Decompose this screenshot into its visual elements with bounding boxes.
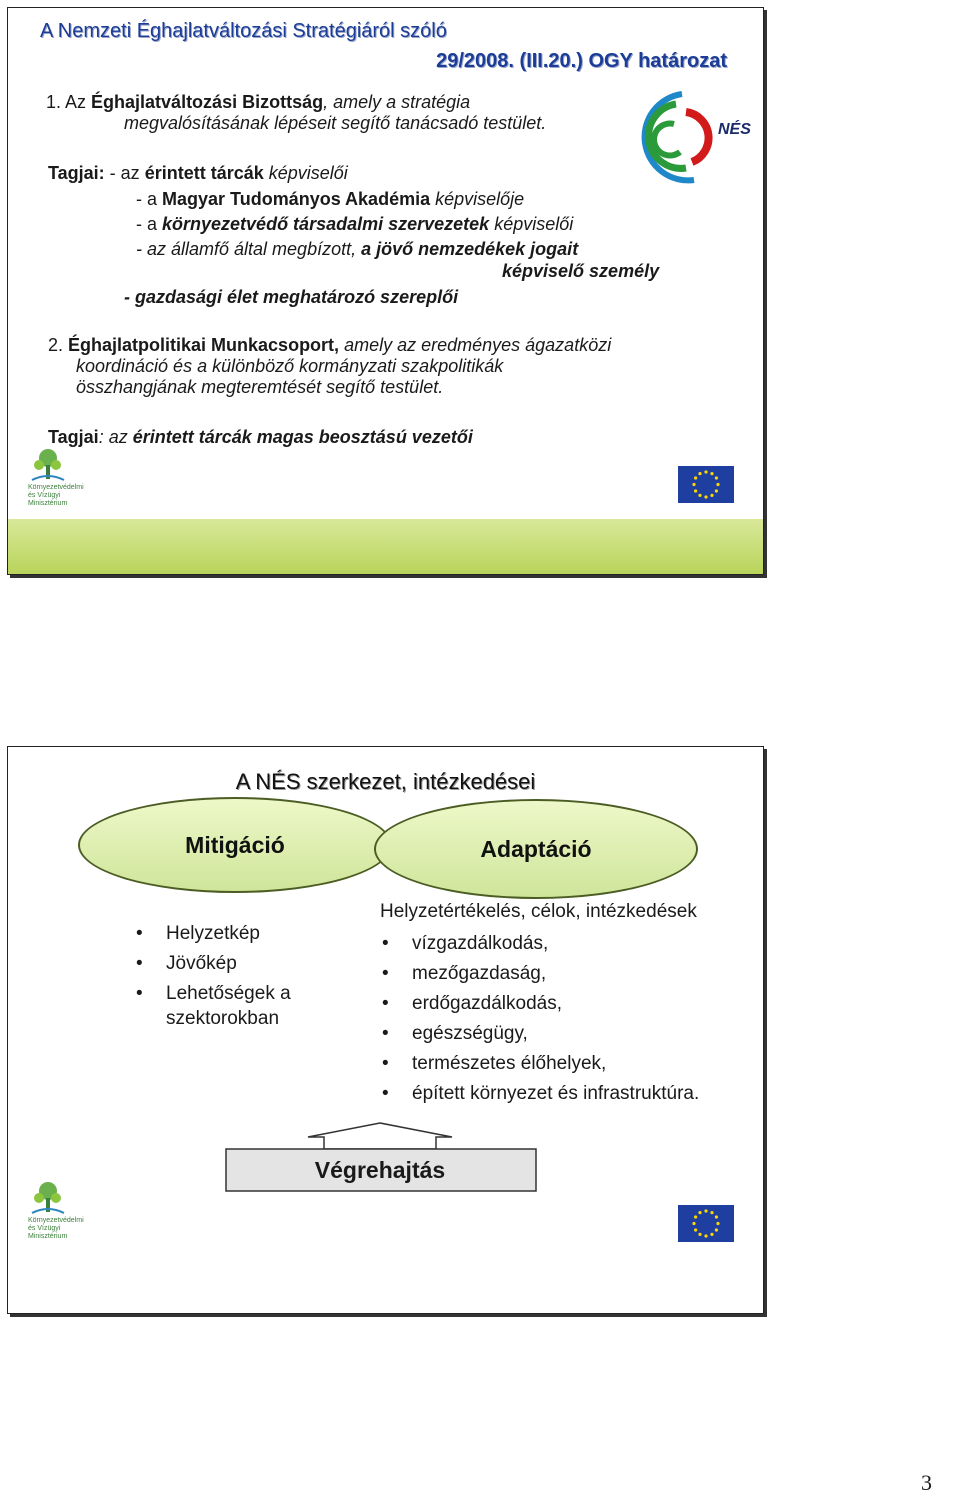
ministry-logo — [28, 448, 108, 512]
nes-logo — [620, 82, 754, 192]
list-item: • egészségügy, — [382, 1021, 762, 1046]
page-number: 3 — [921, 1470, 932, 1495]
list-item: • vízgazdálkodás, — [382, 931, 762, 956]
item2-line3: összhangjának megteremtését segítő testület. — [76, 377, 444, 397]
members-line3: - a környezetvédő társadalmi szervezetek képviselői — [136, 214, 574, 234]
adaptation-label: Adaptáció — [480, 835, 592, 862]
list-item: • Jövőkép — [136, 951, 336, 976]
slide2-title: A NÉS szerkezet, intézkedései — [235, 769, 536, 794]
implementation-label: Végrehajtás — [314, 1157, 446, 1183]
members2-line: Tagjai: az érintett tárcák magas beosztású vezetői — [48, 427, 473, 447]
mitigation-ellipse — [78, 797, 392, 893]
members-line4: - az államfő által megbízott, a jövő nemzedékek jogait — [136, 239, 579, 259]
nes-logo-text: NÉS — [718, 121, 751, 138]
eu-flag-icon — [678, 1205, 734, 1242]
slide-nes-structure — [7, 746, 764, 1314]
mitigation-label: Mitigáció — [185, 831, 285, 858]
slide-title-line1: A Nemzeti Éghajlatváltozási Stratégiáról szóló — [40, 20, 447, 42]
ministry-name: Környezetvédelmi és Vízügyi Minisztérium — [28, 484, 84, 507]
slide-ogy-resolution — [7, 7, 764, 575]
ministry-name: Környezetvédelmi és Vízügyi Minisztérium — [28, 1217, 84, 1240]
adaptation-heading: Helyzetértékelés, célok, intézkedések — [380, 901, 697, 922]
members-line2: - a Magyar Tudományos Akadémia képviselője — [136, 189, 525, 209]
adaptation-list — [382, 931, 762, 1111]
item1-line1: 1. Az Éghajlatváltozási Bizottság, amely a stratégia — [46, 92, 471, 112]
list-item: • épített környezet és infrastruktúra. — [382, 1081, 762, 1106]
item2-line1: 2. Éghajlatpolitikai Munkacsoport, amely az eredményes ágazatközi — [48, 335, 612, 355]
members-line1: Tagjai: - az érintett tárcák képviselői — [48, 163, 348, 183]
members-line4b: képviselő személy — [502, 261, 660, 281]
slide-title-line2: 29/2008. (III.20.) OGY határozat — [436, 50, 727, 72]
list-item: • Helyzetkép — [136, 921, 336, 946]
tree-icon — [28, 448, 68, 482]
footer-green-band — [8, 519, 763, 574]
list-item: • erdőgazdálkodás, — [382, 991, 762, 1016]
ministry-logo — [28, 1181, 108, 1245]
members-line5: - gazdasági élet meghatározó szereplői — [124, 287, 459, 307]
item1-line2: megvalósításának lépéseit segítő tanácsadó testület. — [124, 113, 547, 133]
list-item: • természetes élőhelyek, — [382, 1051, 762, 1076]
mitigation-list — [136, 921, 336, 1036]
list-item: • mezőgazdaság, — [382, 961, 762, 986]
eu-flag-icon — [678, 466, 734, 503]
tree-icon — [28, 1181, 68, 1215]
item2-line2: koordináció és a különböző kormányzati szakpolitikák — [76, 356, 504, 376]
adaptation-ellipse — [374, 799, 698, 899]
list-item: • Lehetőségek a szektorokban — [136, 981, 336, 1031]
